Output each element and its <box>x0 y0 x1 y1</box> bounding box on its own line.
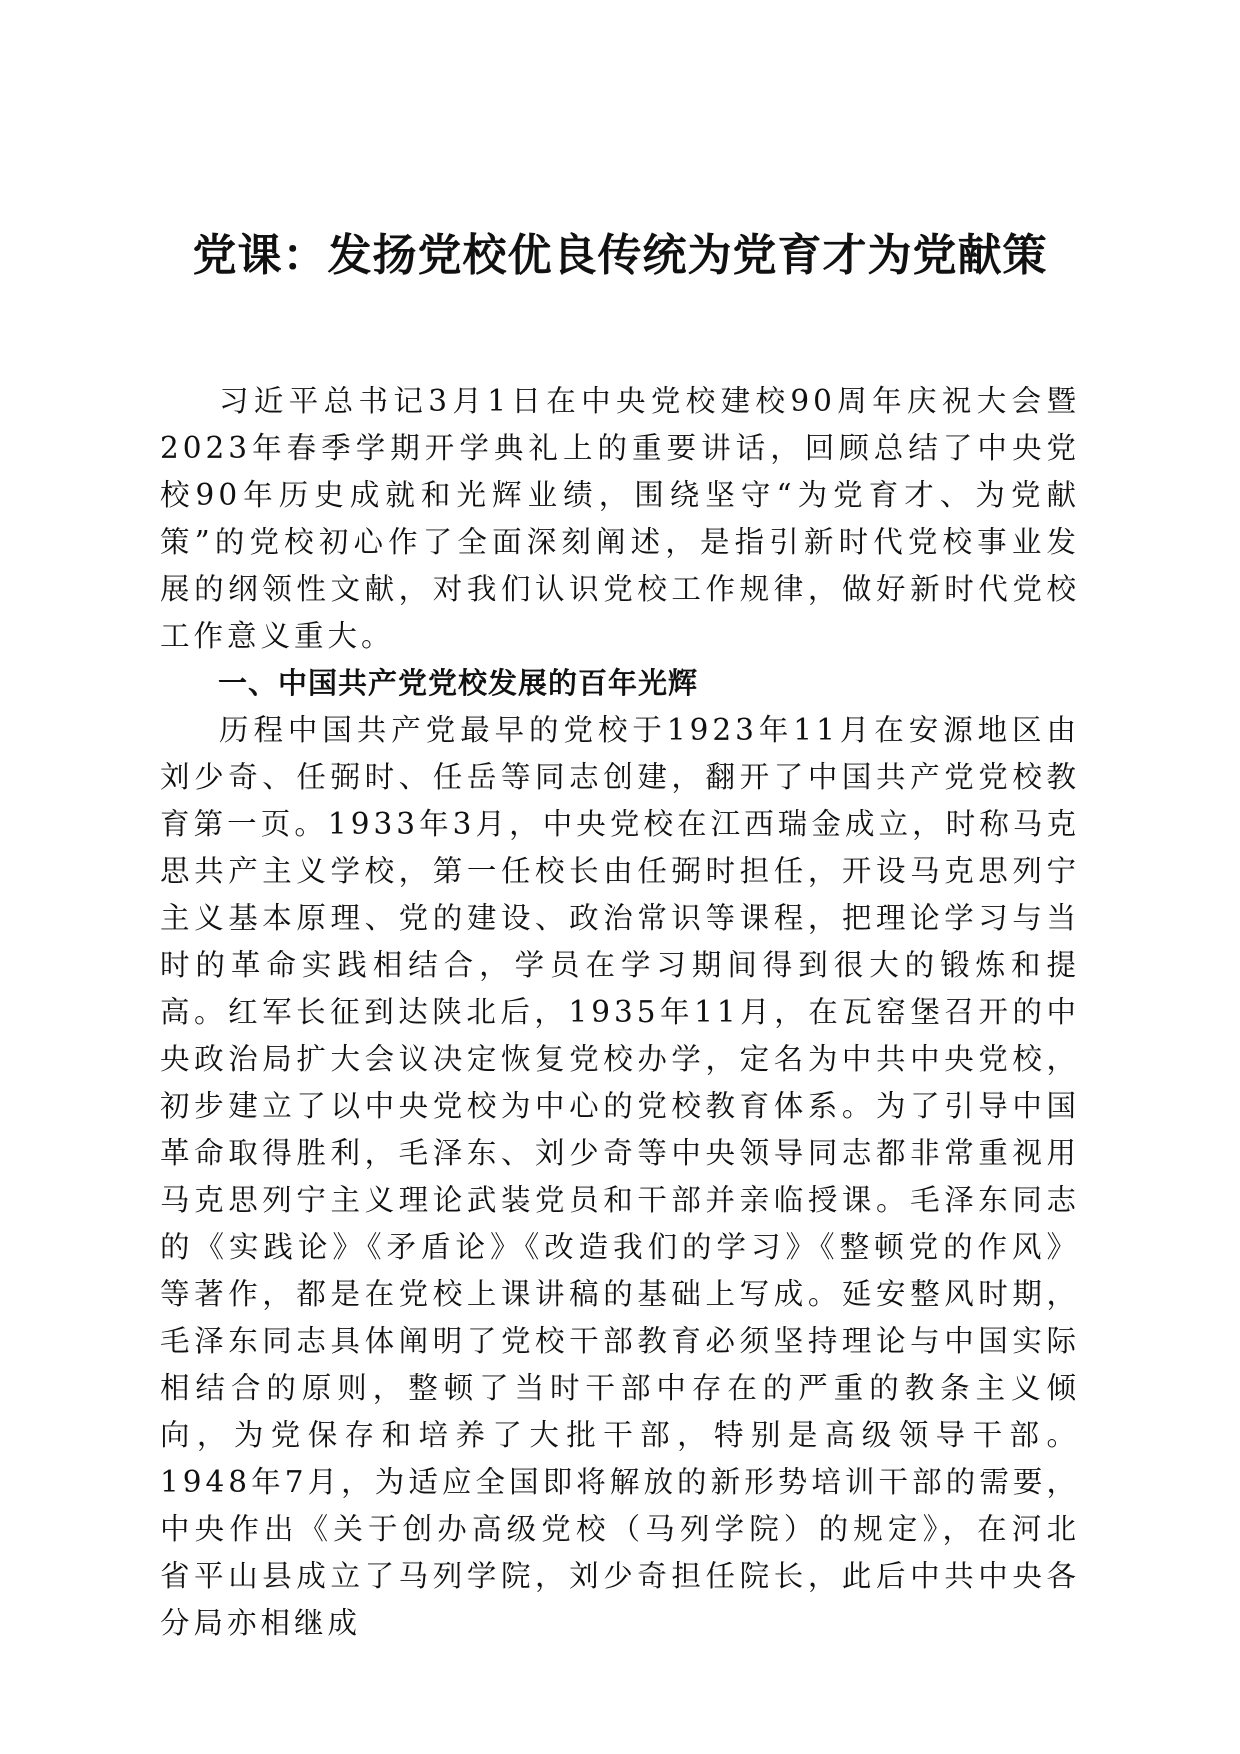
paragraph-history: 历程中国共产党最早的党校于1923年11月在安源地区由刘少奇、任弼时、任岳等同志创建，翻开了中国共产党党校教育第一页。1933年3月，中央党校在江西瑞金成立，时称马克思共产主义学校，第一任校长由任弼时担任，开设马克思列宁主义基本原理、党的建设、政治常识等课程，把理论学习与当时的革命实践相结合，学员在学习期间得到很大的锻炼和提高。红军长征到达陕北后，1935年11月，在瓦窑堡召开的中央政治局扩大会议决定恢复党校办学，定名为中共中央党校，初步建立了以中央党校为中心的党校教育体系。为了引导中国革命取得胜利，毛泽东、刘少奇等中央领导同志都非常重视用马克思列宁主义理论武装党员和干部并亲临授课。毛泽东同志的《实践论》《矛盾论》《改造我们的学习》《整顿党的作风》等著作，都是在党校上课讲稿的基础上写成。延安整风时期，毛泽东同志具体阐明了党校干部教育必须坚持理论与中国实际相结合的原则，整顿了当时干部中存在的严重的教条主义倾向，为党保存和培养了大批干部，特别是高级领导干部。1948年7月，为适应全国即将解放的新形势培训干部的需要，中央作出《关于创办高级党校（马列学院）的规定》，在河北省平山县成立了马列学院，刘少奇担任院长，此后中共中央各分局亦相继成 <box>160 713 1080 1640</box>
document-title: 党课：发扬党校优良传统为党育才为党献策 <box>192 230 1048 281</box>
document-body <box>160 378 1080 1647</box>
paragraph-intro: 习近平总书记3月1日在中央党校建校90周年庆祝大会暨2023年春季学期开学典礼上的重要讲话，回顾总结了中央党校90年历史成就和光辉业绩，围绕坚守“为党育才、为党献策”的党校初心作了全面深刻阐述，是指引新时代党校事业发展的纲领性文献，对我们认识党校工作规律，做好新时代党校工作意义重大。 <box>160 384 1080 653</box>
section-heading-1: 一、中国共产党党校发展的百年光辉 <box>218 666 699 700</box>
